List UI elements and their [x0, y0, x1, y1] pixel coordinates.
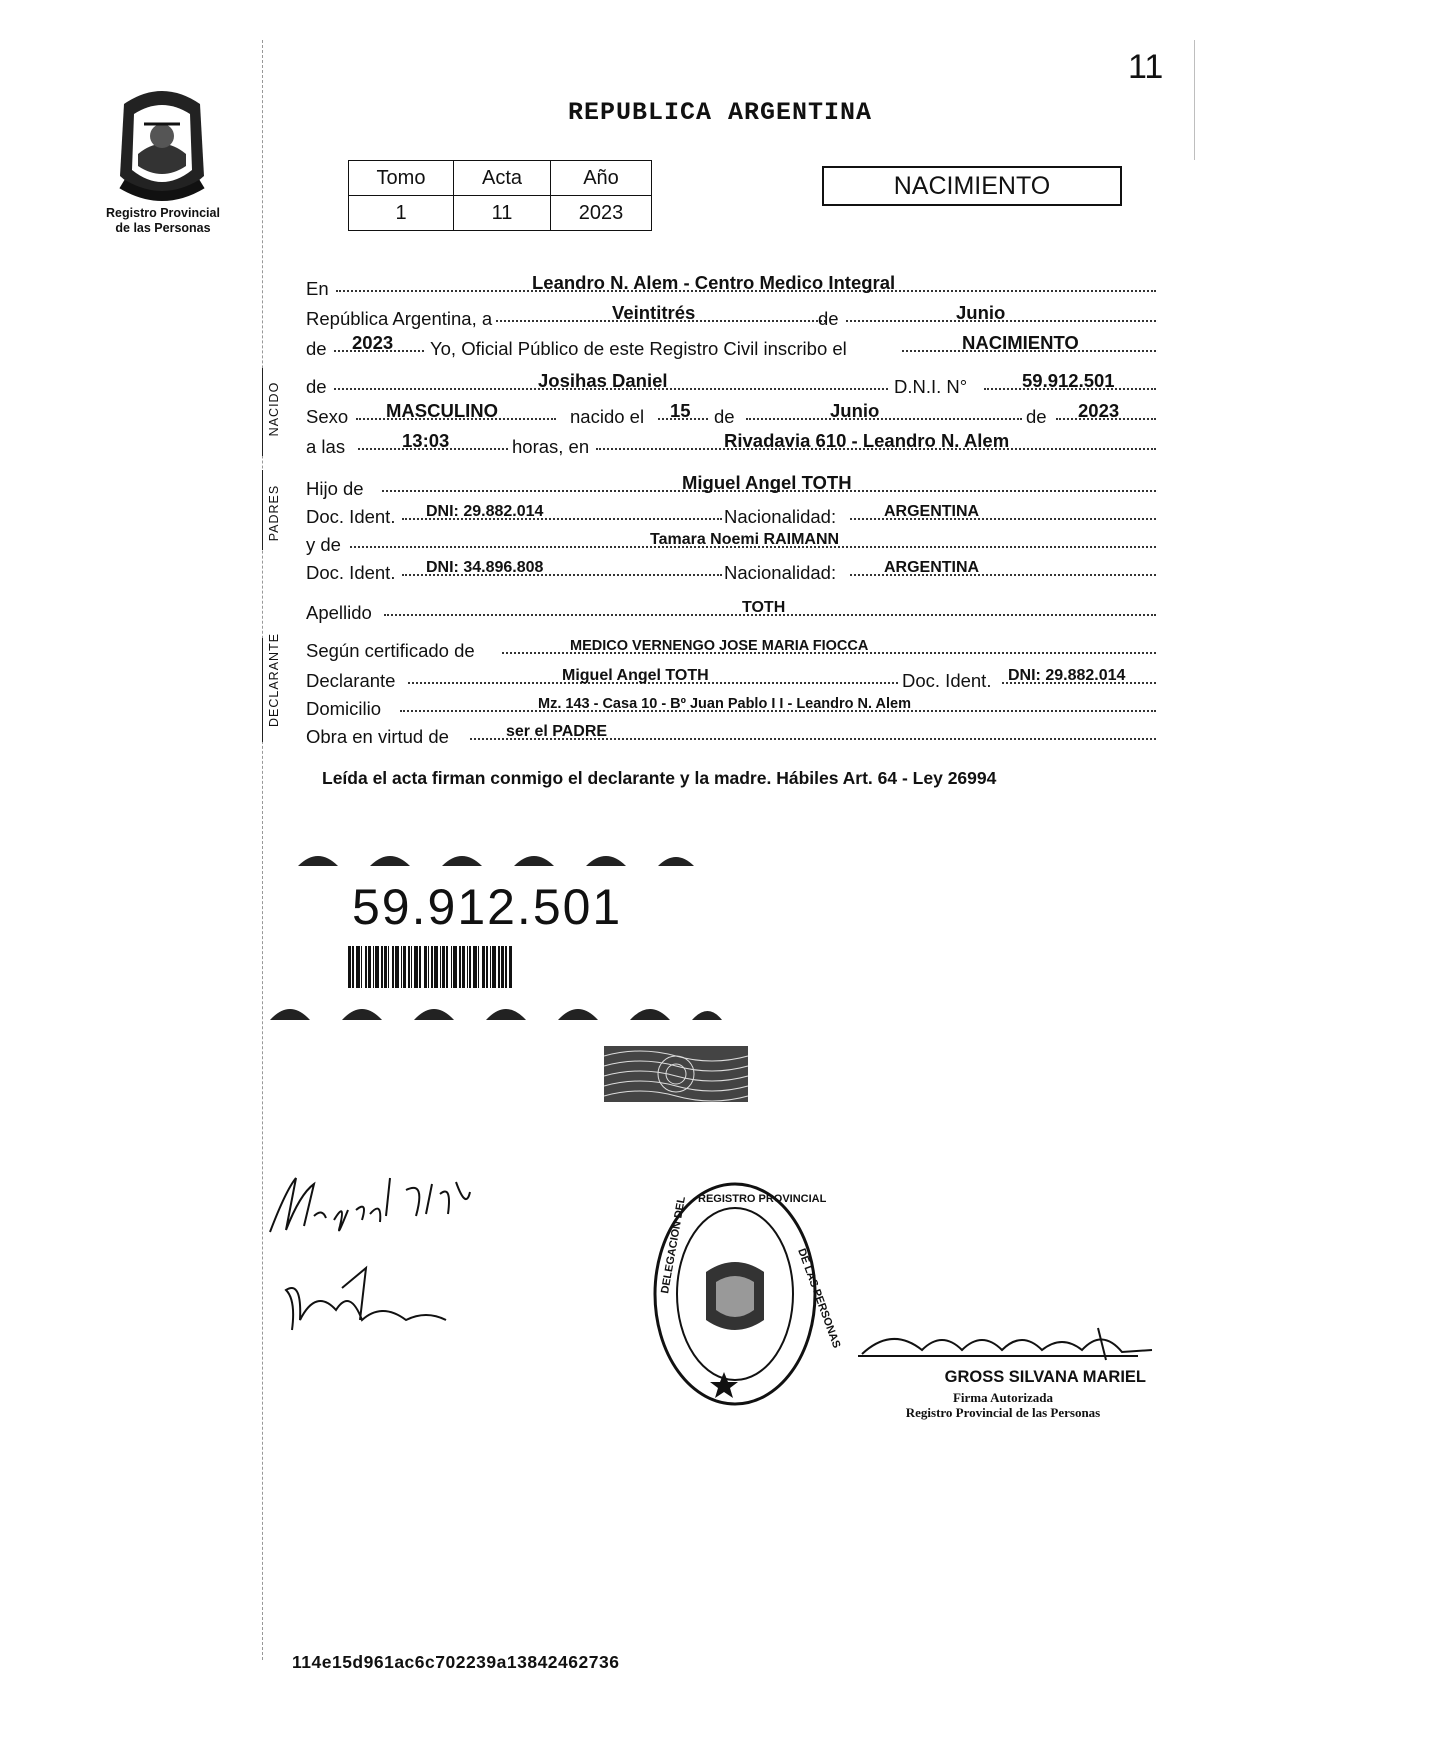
- value-sexo: MASCULINO: [386, 400, 499, 421]
- barcode: [348, 946, 608, 988]
- value-padre-nac: ARGENTINA: [884, 503, 980, 520]
- stamp-dni-number: 59.912.501: [352, 879, 623, 935]
- official-role-block: [880, 1390, 1126, 1420]
- id-stamp-frame: [262, 846, 722, 1036]
- value-ano: 2023: [352, 332, 394, 353]
- nacido-bracket: [262, 368, 263, 456]
- value-padre: Miguel Angel TOTH: [682, 472, 852, 493]
- label-horas: horas, en: [512, 436, 590, 457]
- value-certificado: MEDICO VERNENGO JOSE MARIA FIOCCA: [570, 638, 869, 654]
- acta-header: Acta: [454, 161, 551, 196]
- value-mes-nac: Junio: [830, 400, 880, 421]
- label-nacionalidad: Nacionalidad:: [724, 562, 837, 583]
- ano-header: Año: [551, 161, 652, 196]
- label-obra: Obra en virtud de: [306, 726, 449, 747]
- label-sexo: Sexo: [306, 406, 349, 427]
- logo-caption: [88, 206, 238, 236]
- value-nombre: Josihas Daniel: [538, 370, 668, 391]
- official-name: GROSS SILVANA MARIEL: [944, 1368, 1146, 1386]
- official-office: Registro Provincial de las Personas: [905, 1405, 1101, 1420]
- section-padres: PADRES: [267, 484, 281, 542]
- seal-text-top: REGISTRO PROVINCIAL: [698, 1193, 827, 1205]
- value-declarante: Miguel Angel TOTH: [562, 667, 709, 684]
- seal-text-right: DE LAS PERSONAS: [795, 1246, 843, 1350]
- logo-caption-line2: de las Personas: [115, 221, 211, 235]
- label-alas: a las: [306, 436, 346, 457]
- label-dni: D.N.I. N°: [894, 376, 968, 397]
- registry-seal: [652, 1180, 843, 1408]
- value-dia: Veintitrés: [612, 302, 696, 323]
- declarant-signatures: [256, 1170, 556, 1330]
- seal-text-left: DELEGACION DEL: [659, 1195, 689, 1295]
- label-doc: Doc. Ident.: [306, 506, 396, 527]
- label-de: de: [714, 406, 735, 427]
- value-padre-doc: DNI: 29.882.014: [426, 503, 544, 520]
- padres-bracket: [262, 470, 263, 550]
- label-doc: Doc. Ident.: [902, 670, 992, 691]
- value-dni: 59.912.501: [1022, 370, 1115, 391]
- page-number: 11: [1128, 48, 1164, 86]
- value-domicilio: Mz. 143 - Casa 10 - Bº Juan Pablo I I - Leandro N. Alem: [538, 696, 911, 712]
- logo-caption-line1: Registro Provincial: [106, 206, 220, 220]
- value-madre-nac: ARGENTINA: [884, 559, 980, 576]
- official-signature: [852, 1320, 1162, 1370]
- label-declarante: Declarante: [306, 670, 396, 691]
- official-role: Firma Autorizada: [952, 1390, 1053, 1405]
- label-yde: y de: [306, 534, 341, 555]
- label-oficial: Yo, Oficial Público de este Registro Civil inscribo el: [430, 338, 847, 359]
- label-apellido: Apellido: [306, 602, 372, 623]
- label-de: de: [306, 376, 327, 397]
- label-nacido: nacido el: [570, 406, 645, 427]
- label-doc: Doc. Ident.: [306, 562, 396, 583]
- value-obra: ser el PADRE: [506, 723, 608, 740]
- acta-table: [348, 160, 652, 231]
- value-lugar-nac: Rivadavia 610 - Leandro N. Alem: [724, 430, 1010, 451]
- country-title: REPUBLICA ARGENTINA: [567, 98, 873, 127]
- closing-note: Leída el acta firman conmigo el declarante y la madre. Hábiles Art. 64 - Ley 26994: [322, 768, 997, 788]
- label-domicilio: Domicilio: [306, 698, 382, 719]
- value-lugar: Leandro N. Alem - Centro Medico Integral: [532, 272, 896, 293]
- value-declarante-doc: DNI: 29.882.014: [1008, 667, 1126, 684]
- acta-value: 11: [454, 196, 551, 231]
- declarante-bracket: [262, 638, 263, 742]
- value-hora: 13:03: [402, 430, 450, 451]
- act-type-box: NACIMIENTO: [822, 166, 1122, 206]
- label-nacionalidad: Nacionalidad:: [724, 506, 837, 527]
- value-ano-nac: 2023: [1078, 400, 1120, 421]
- value-madre-doc: DNI: 34.896.808: [426, 559, 544, 576]
- value-dia-nac: 15: [670, 400, 691, 421]
- value-madre: Tamara Noemi RAIMANN: [650, 531, 840, 548]
- value-inscribe: NACIMIENTO: [962, 332, 1079, 353]
- section-nacido: NACIDO: [267, 381, 281, 437]
- label-en: En: [306, 278, 329, 299]
- value-mes: Junio: [956, 302, 1006, 323]
- label-de: de: [818, 308, 839, 329]
- tomo-header: Tomo: [349, 161, 454, 196]
- security-pattern-icon: [604, 1046, 748, 1102]
- dotted-line: [746, 418, 1022, 420]
- label-de: de: [306, 338, 327, 359]
- label-de: de: [1026, 406, 1047, 427]
- section-declarante: DECLARANTE: [267, 632, 281, 727]
- document-hash: 114e15d961ac6c702239a13842462736: [292, 1652, 620, 1672]
- tomo-value: 1: [349, 196, 454, 231]
- label-hijo: Hijo de: [306, 478, 364, 499]
- label-republica: República Argentina, a: [306, 308, 493, 329]
- label-certificado: Según certificado de: [306, 640, 475, 661]
- value-apellido: TOTH: [742, 599, 786, 616]
- ano-value: 2023: [551, 196, 652, 231]
